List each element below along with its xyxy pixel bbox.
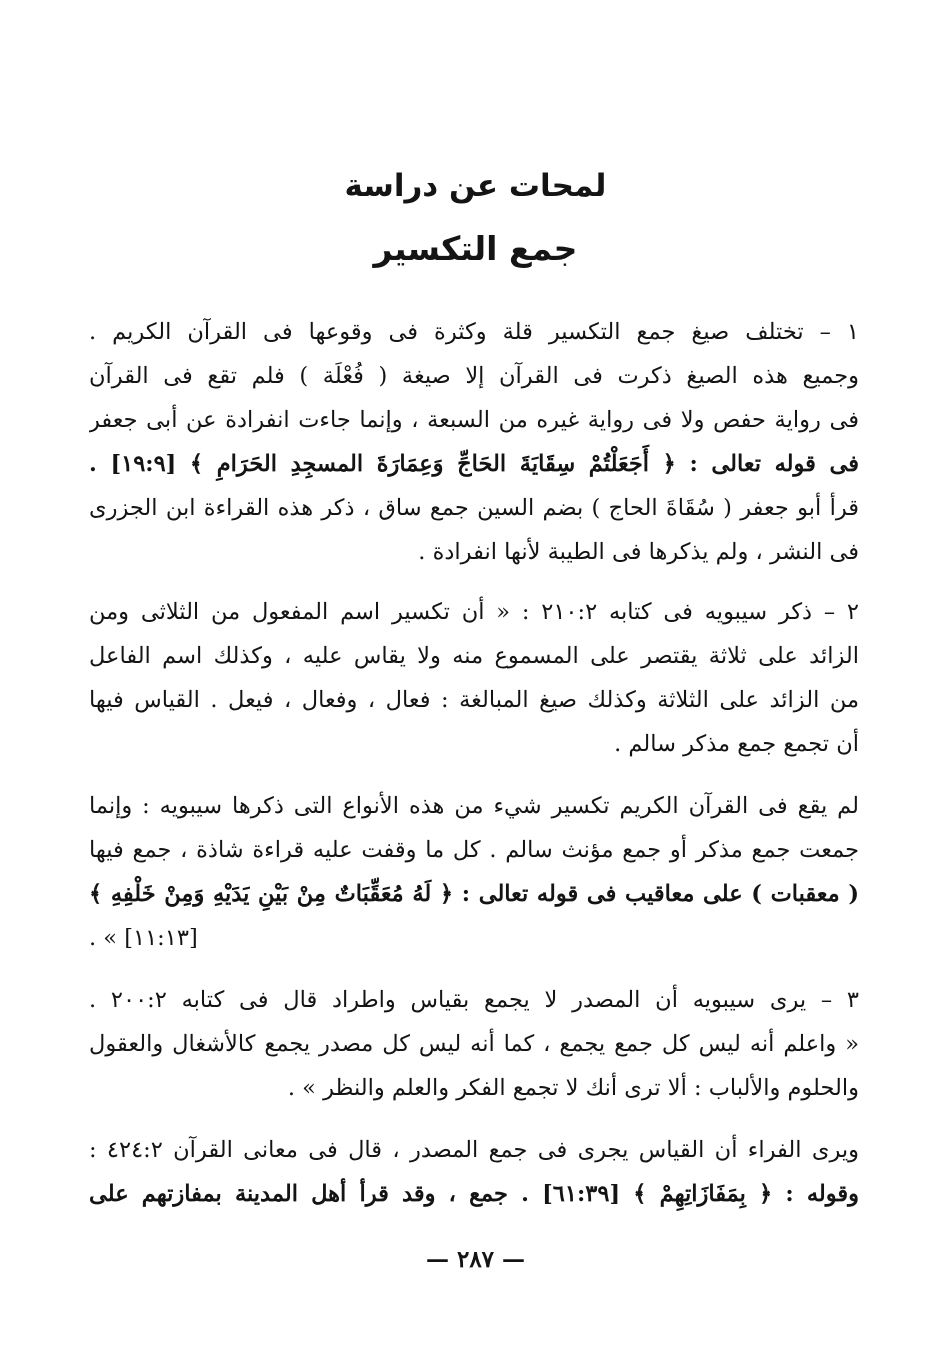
text-line: ٣ – يرى سيبويه أن المصدر لا يجمع بقياس واطراد قال فى كتابه ٢٠٠:٢ .: [89, 987, 859, 1013]
text-line: ٢ – ذكر سيبويه فى كتابه ٢١٠:٢ : « أن تكسير اسم المفعول من الثلاثى ومن: [89, 599, 859, 625]
chapter-title-line-2: جمع التكسير: [373, 229, 578, 268]
text-line: أن تجمع جمع مذكر سالم .: [614, 731, 859, 757]
text-line: ١ – تختلف صيغ جمع التكسير قلة وكثرة فى وقوعها فى القرآن الكريم .: [89, 319, 859, 345]
text-line-verse: ( معقبات ) على معاقيب فى قوله تعالى : ﴿ لَهُ مُعَقِّبَاتٌ مِنْ بَيْنِ يَدَيْهِ وَمِنْ خَلْفِهِ ﴾: [89, 881, 859, 907]
text-line: فى رواية حفص ولا فى رواية غيره من السبعة ، وإنما جاءت انفرادة عن أبى جعفر: [89, 407, 859, 433]
text-line: فى النشر ، ولم يذكرها فى الطيبة لأنها انفرادة .: [418, 539, 859, 565]
text-line: من الزائد على الثلاثة وكذلك صيغ المبالغة : فعال ، وفعال ، فيعل . القياس فيها: [89, 687, 859, 713]
text-line: جمعت جمع مذكر أو جمع مؤنث سالم . كل ما وقفت عليه قراءة شاذة ، جمع فيها: [89, 837, 859, 863]
text-line: الزائد على ثلاثة يقتصر على المسموع منه ولا يقاس عليه ، وكذلك اسم الفاعل: [89, 643, 859, 669]
text-line: وجميع هذه الصيغ ذكرت فى القرآن إلا صيغة ( فُعْلَة ) فلم تقع فى القرآن: [89, 363, 859, 389]
text-line: « واعلم أنه ليس كل جمع يجمع ، كما أنه ليس كل مصدر يجمع كالأشغال والعقول: [89, 1031, 859, 1057]
chapter-title-line-1: لمحات عن دراسة: [344, 168, 607, 204]
text-line: والحلوم والألباب : ألا ترى أنك لا تجمع الفكر والعلم والنظر » .: [287, 1075, 859, 1101]
text-line: قرأ أبو جعفر ( سُقَاةَ الحاج ) بضم السين جمع ساق ، ذكر هذه القراءة ابن الجزرى: [89, 495, 859, 521]
text-line: [١١:١٣] » .: [89, 925, 198, 951]
page-number: — ٢٨٧ —: [425, 1246, 526, 1273]
text-line-verse: وقوله : ﴿ بِمَفَازَاتِهِمْ ﴾ [٦١:٣٩] . جمع ، وقد قرأ أهل المدينة بمفازتهم على: [89, 1181, 859, 1207]
text-line: ويرى الفراء أن القياس يجرى فى جمع المصدر ، قال فى معانى القرآن ٤٢٤:٢ :: [89, 1137, 859, 1163]
text-line-verse: فى قوله تعالى : ﴿ أَجَعَلْتُمْ سِقَايَةَ الحَاجِّ وَعِمَارَةَ المسجِدِ الحَرَامِ ﴾ [١٩:٩] .: [89, 451, 859, 477]
text-line: لم يقع فى القرآن الكريم تكسير شيء من هذه الأنواع التى ذكرها سيبويه : وإنما: [89, 793, 859, 819]
